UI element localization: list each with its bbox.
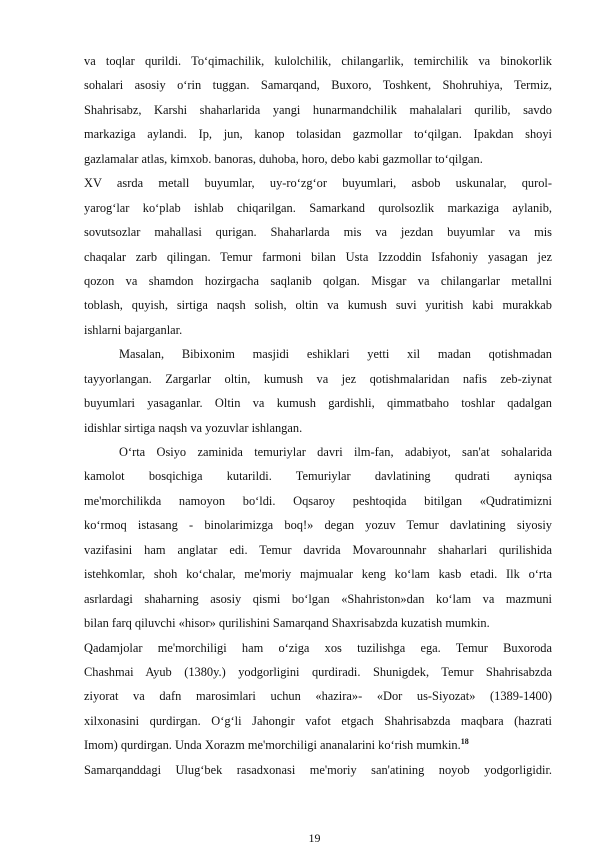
- footnote-reference[interactable]: 18: [460, 737, 469, 747]
- paragraph-3: [84, 342, 552, 440]
- text-line: Qadamjolar me'morchiligi ham o‘ziga xos tuzilishga ega. Temur Buxoroda: [84, 640, 552, 655]
- text-line: me'morchilikda namoyon bo‘ldi. Oqsaroy peshtoqida bitilgan «Qudratimizni: [84, 493, 552, 508]
- text-line: toblash, quyish, sirtiga naqsh solish, oltin va kumush suvi yuritish kabi murakkab: [84, 298, 552, 313]
- text-line: ishlarni bajarganlar.: [84, 322, 183, 337]
- text-line: bilan farq qiluvchi «hisor» qurilishini Samarqand Shaxrisabzda kuzatish mumkin.: [84, 616, 490, 631]
- text-line: istehkomlar, shoh ko‘chalar, me'moriy majmualar keng ko‘lam kasb etadi. Ilk o‘rta: [84, 567, 552, 582]
- text-line: ko‘rmoq istasang - binolarimizga boq!» degan yozuv Temur davlatining siyosiy: [84, 518, 552, 533]
- text-line: Chashmai Ayub (1380y.) yodgorligini qurdiradi. Shunigdek, Temur Shahrisabzda: [84, 664, 552, 679]
- text-line: sovutsozlar mahallasi qurigan. Shaharlarda mis va jezdan buyumlar va mis: [84, 225, 552, 240]
- text-line: tayyorlangan. Zargarlar oltin, kumush va jez qotishmalaridan nafis zeb-ziynat: [84, 371, 552, 386]
- text-line: Masalan, Bibixonim masjidi eshiklari yetti xil madan qotishmadan: [119, 347, 552, 362]
- text-line: XV asrda metall buyumlar, uy-ro‘zg‘or buyumlari, asbob uskunalar, qurol-: [84, 176, 552, 191]
- text-line: [84, 733, 552, 757]
- text-line: markaziga aylandi. Ip, jun, kanop tolasidan gazmollar to‘qilgan. Ipakdan shoyi: [84, 127, 552, 142]
- page-number: 19: [308, 831, 321, 845]
- text-line: qozon va shamdon hozirgacha saqlanib qolgan. Misgar va chilangarlar metallni: [84, 273, 552, 288]
- document-body: [84, 49, 552, 782]
- paragraph-5: [84, 636, 552, 758]
- text-line: kamolot bosqichiga kutarildi. Temuriylar davlatining qudrati ayniqsa: [84, 469, 552, 484]
- text-line: O‘rta Osiyo zaminida temuriylar davri ilm-fan, adabiyot, san'at sohalarida: [119, 445, 552, 459]
- text-line: idishlar sirtiga naqsh va yozuvlar ishlangan.: [84, 420, 303, 435]
- text-line: sohalari asosiy o‘rin tuggan. Samarqand, Buxoro, Toshkent, Shohruhiya, Termiz,: [84, 78, 552, 93]
- paragraph-6: [84, 758, 552, 782]
- text-line: vazifasini ham anglatar edi. Temur davrida Movarounnahr shaharlari qurilishida: [84, 542, 552, 557]
- text-line: Shahrisabz, Karshi shaharlarida yangi hunarmandchilik mahalalari qurilib, savdo: [84, 102, 552, 117]
- text-line: xilxonasini qurdirgan. O‘g‘li Jahongir vafot etgach Shahrisabzda maqbara (hazrati: [84, 713, 552, 728]
- text-line: ziyorat va dafn marosimlari uchun «hazira»- «Dor us-Siyozat» (1389-1400): [84, 689, 552, 704]
- text-line: asrlardagi shaharning asosiy qismi bo‘lgan «Shahriston»dan ko‘lam va mazmuni: [84, 591, 552, 606]
- text-line: va toqlar qurildi. To‘qimachilik, kulolchilik, chilangarlik, temirchilik va binokorlik: [84, 54, 552, 68]
- paragraph-1: [84, 49, 552, 171]
- text-line: buyumlari yasaganlar. Oltin va kumush gardishli, qimmatbaho toshlar qadalgan: [84, 396, 552, 411]
- paragraph-2: [84, 171, 552, 342]
- text-line: gazlamalar atlas, kimxob. banoras, duhoba, horo, debo kabi gazmollar to‘qilgan.: [84, 151, 483, 166]
- text-line: yarog‘lar ko‘plab ishlab chiqarilgan. Samarkand qurolsozlik markaziga aylanib,: [84, 200, 552, 215]
- text-line: chaqalar zarb qilingan. Temur farmoni bilan Usta Izzoddin Isfahoniy yasagan jez: [84, 249, 552, 264]
- paragraph-4: [84, 440, 552, 636]
- text-line: Samarqanddagi Ulug‘bek rasadxonasi me'moriy san'atining noyob yodgorligidir.: [84, 762, 552, 777]
- text-line-content: Imom) qurdirgan. Unda Xorazm me'morchiligi ananalarini ko‘rish mumkin.: [84, 738, 461, 753]
